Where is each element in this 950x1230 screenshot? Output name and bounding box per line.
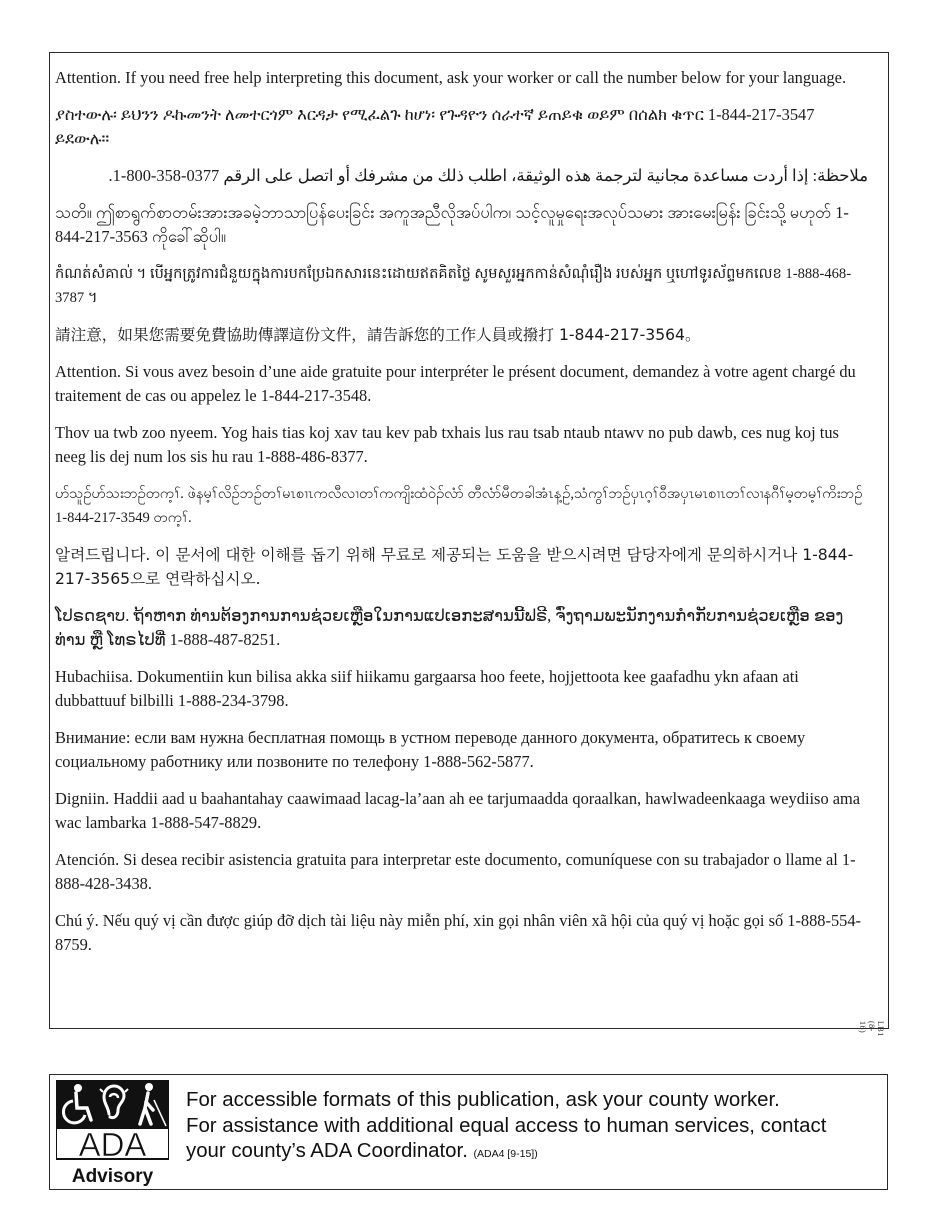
ada-line-3 (186, 1139, 877, 1168)
ada-advisory-text (186, 1088, 877, 1168)
ada-advisory-logo (56, 1080, 169, 1186)
notice-karen: ဟ်သူဉ်ဟ်သးဘဉ်တက့ၢ်. ဖဲနမ့ၢ်လိဉ်ဘဉ်တၢ်မၤစၢၤကလီလၢတၢ်ကကျိးထံဝဲၣ်လံာ် တီလံာ်မီတခါအံၤန့ဉ်,သံကွၢ်ဘဉ်ပှၤဂ့ၢ်ဝီအပှၤမၤစၢၤတၢ်လၢနဂီၢ်မ့တမ့ၢ်ကိးဘဉ် 1-844-217-3549 တက့ၢ်. (55, 486, 863, 526)
ada-line-1: For accessible formats of this publication, ask your county worker. (186, 1089, 780, 1111)
ada-advisory-box (49, 1074, 888, 1190)
notice-hmong: Thov ua twb zoo nyeem. Yog hais tias koj xav tau kev pab txhais lus rau tsab ntaub ntawv no pub dawb, ces nug koj tus neeg lis dej num los sis hu rau 1-888-486-8377. (55, 423, 839, 466)
notice-chinese: 請注意，如果您需要免費協助傳譯這份文件，請告訴您的工作人員或撥打 1-844-217-3564。 (55, 326, 701, 344)
notice-arabic: ملاحظة: إذا أردت مساعدة مجانية لترجمة هذه الوثيقة، اطلب ذلك من مشرفك أو اتصل على الرقم 0377-358-800-1. (108, 166, 868, 185)
notice-oromo: Hubachiisa. Dokumentiin kun bilisa akka siif hiikamu gargaarsa hoo feete, hojjettoota kee gaafadhu ykn afaan ati dubbattuuf bilbilli 1-888-234-3798. (55, 667, 799, 710)
ada-line-2: For assistance with additional equal access to human services, contact (186, 1114, 827, 1137)
notice-french: Attention. Si vous avez besoin d’une aide gratuite pour interpréter le présent document, demandez à votre agent chargé du traitement de cas ou appelez le 1-844-217-3548. (55, 362, 856, 405)
notice-cambodian: កំណត់សំគាល់ ។ បើអ្នកត្រូវការជំនួយក្នុងការបកប្រែឯកសារនេះដោយឥតគិតថ្លៃ សូមសួរអ្នកកាន់សំណុំរឿង របស់អ្នក ឬហៅទូរស័ព្ទមកលេខ 1-888-468-3787 ។ (55, 266, 852, 306)
ada-form-code: (ADA4 [9-15]) (473, 1148, 538, 1160)
ada-logo-word: ADA (78, 1126, 147, 1163)
notice-korean: 알려드립니다. 이 문서에 대한 이해를 돕기 위해 무료로 제공되는 도움을 받으시려면 담당자에게 문의하시거나 1-844-217-3565으로 연락하십시오. (55, 546, 854, 588)
notice-english: Attention. If you need free help interpreting this document, ask your worker or call the number below for your language. (55, 68, 847, 87)
ada-line-3-text: your county’s ADA Coordinator. (186, 1140, 468, 1162)
language-assistance-notice (49, 52, 889, 1037)
notice-somali: Digniin. Haddii aad u baahantahay caawimaad lacag-la’aan ah ee tarjumaadda qoraalkan, hawlwadeenkaaga weydiiso ama wac lambarka 1-888-547-8829. (55, 789, 861, 832)
notice-lao: ໂປຣດຊາບ. ຖ້າຫາກ ທ່ານຕ້ອງການການຊ່ວຍເຫຼືອໃນການແປເອກະສານນີ້ຟຣີ, ຈົ່ງຖາມພະນັກງານກໍາກັບການຊ່ວຍເຫຼືອ ຂອງທ່ານ ຫຼື ໂທຣໄປທີ່ 1-888-487-8251. (55, 606, 844, 649)
ada-logo-caption: Advisory (71, 1166, 154, 1186)
notice-spanish: Atención. Si desea recibir asistencia gratuita para interpretar este documento, comuníquese con su trabajador o llame al 1-888-428-3438. (55, 850, 856, 893)
notice-amharic: ያስተውሉ፡ ይህንን ዶኩመንት ለመተርጎም እርዳታ የሚፈልጉ ከሆነ፡ የጉዳዮን ሰራተኛ ይጠይቁ ወይም በሰልክ ቁጥር 1-844-217-3547 ይደውሉ። (55, 105, 815, 148)
notice-burmese: သတိ။ ဤစာရွက်စာတမ်းအားအခမဲ့ဘာသာပြန်ပေးခြင်း အကူအညီလိုအပ်ပါက၊ သင့်လူမှုရေးအလုပ်သမား အားမေးမြန်း ခြင်းသို့ မဟုတ် 1-844-217-3563 ကိုခေါ်ဆိုပါ။ (55, 203, 849, 246)
notice-vietnamese: Chú ý. Nếu quý vị cần được giúp đỡ dịch tài liệu này miễn phí, xin gọi nhân viên xã hội của quý vị hoặc gọi số 1-888-554-8759. (55, 911, 861, 954)
form-code: LB1 (8-16) (858, 1021, 885, 1037)
notice-russian: Внимание: если вам нужна бесплатная помощь в устном переводе данного документа, обратитесь к своему социальному работнику или позвоните по телефону 1-888-562-5877. (55, 728, 806, 771)
